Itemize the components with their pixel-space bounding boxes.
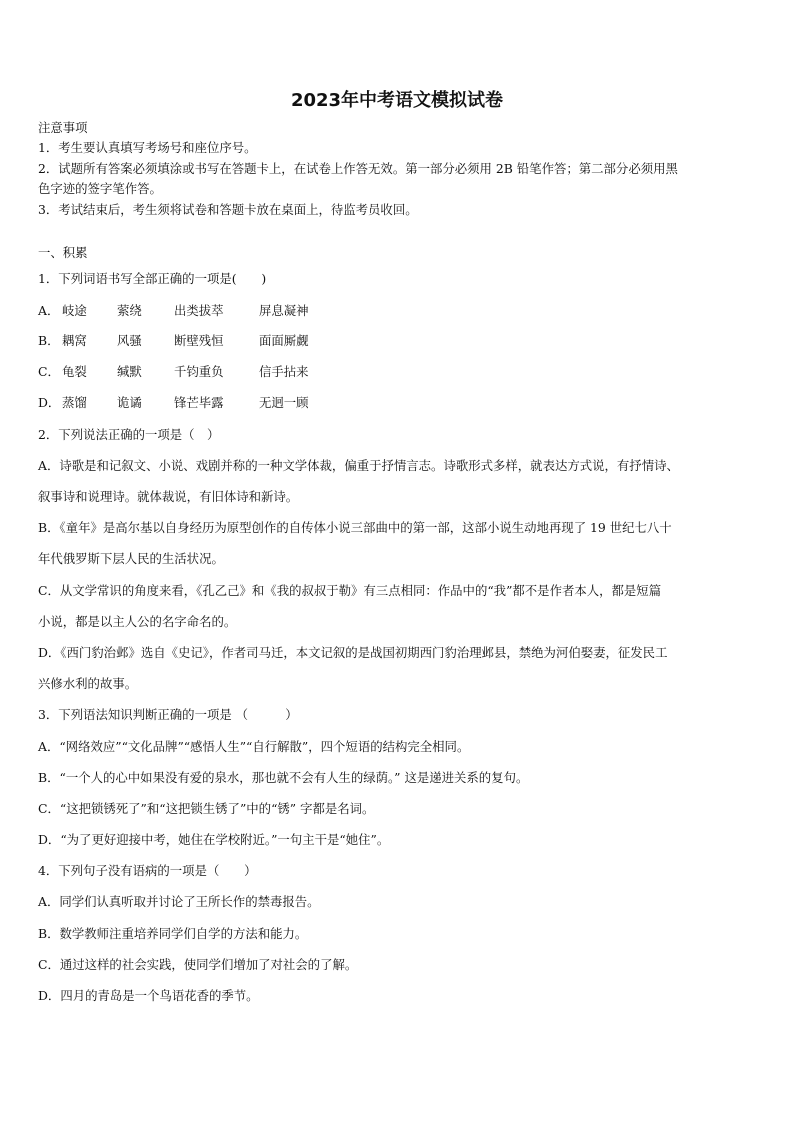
notice-heading: 注意事项 <box>38 120 88 135</box>
option-word: 锋芒毕露 <box>174 395 224 410</box>
option-word: 诡谲 <box>117 395 142 410</box>
question-2-line: 叙事诗和说理诗。就体裁说，有旧体诗和新诗。 <box>38 489 299 504</box>
question-2-stem: 2．下列说法正确的一项是（ ） <box>38 427 220 442</box>
question-2-line: C．从文学常识的角度来看，《孔乙己》和《我的叔叔于勒》有三点相同：作品中的“我”都不是作者本人，都是短篇 <box>38 583 662 598</box>
section-heading: 一、积累 <box>38 245 88 260</box>
option-label: C． <box>38 364 60 379</box>
question-3-line: C．“这把锁锈死了”和“这把锁生锈了”中的“锈” 字都是名词。 <box>38 801 375 816</box>
option-word: 面面厮觑 <box>259 333 309 348</box>
question-2-line: A．诗歌是和记叙文、小说、戏剧并称的一种文学体裁，偏重于抒情言志。诗歌形式多样，就表达方式说，有抒情诗、 <box>38 458 679 473</box>
question-2-line: 小说，都是以主人公的名字命名的。 <box>38 614 237 629</box>
question-4-stem: 4．下列句子没有语病的一项是（ ） <box>38 863 257 878</box>
question-4-line: B．数学教师注重培养同学们自学的方法和能力。 <box>38 926 308 941</box>
option-label: B． <box>38 333 60 348</box>
option-word: 无迥一顾 <box>259 395 309 410</box>
option-word: 屏息凝神 <box>259 303 309 318</box>
option-word: 出类拔萃 <box>174 303 224 318</box>
option-word: 龟裂 <box>62 364 87 379</box>
option-word: 缄默 <box>117 364 142 379</box>
notice-item: 3．考试结束后，考生须将试卷和答题卡放在桌面上，待监考员收回。 <box>38 202 418 217</box>
option-word: 蒸馏 <box>62 395 87 410</box>
notice-item: 1．考生要认真填写考场号和座位序号。 <box>38 140 257 155</box>
question-3-line: B．“一个人的心中如果没有爱的泉水，那也就不会有人生的绿荫。” 这是递进关系的复句。 <box>38 770 529 785</box>
question-4-line: C．通过这样的社会实践，使同学们增加了对社会的了解。 <box>38 957 358 972</box>
question-3-line: D．“为了更好迎接中考，她住在学校附近。”一句主干是“她住”。 <box>38 832 390 847</box>
question-1-stem: 1．下列词语书写全部正确的一项是( ) <box>38 271 267 286</box>
option-label: D． <box>38 395 61 410</box>
page-title: 2023年中考语文模拟试卷 <box>290 90 504 111</box>
question-4-line: A．同学们认真听取并讨论了王所长作的禁毒报告。 <box>38 894 320 909</box>
option-word: 耦窝 <box>62 333 87 348</box>
notice-item: 2．试题所有答案必须填涂或书写在答题卡上，在试卷上作答无效。第一部分必须用 2B 铅笔作答；第二部分必须用黑 <box>38 161 678 176</box>
question-3-line: A．“网络效应”“文化品牌”“感悟人生”“自行解散”，四个短语的结构完全相同。 <box>38 739 470 754</box>
option-word: 萦绕 <box>117 303 142 318</box>
option-word: 断壁残恒 <box>174 333 224 348</box>
question-2-line: B．《童年》是高尔基以自身经历为原型创作的自传体小说三部曲中的第一部，这部小说生动地再现了 19 世纪七八十 <box>38 520 672 535</box>
question-2-line: 兴修水利的故事。 <box>38 676 138 691</box>
option-word: 千钧重负 <box>174 364 224 379</box>
question-4-line: D．四月的青岛是一个鸟语花香的季节。 <box>38 988 259 1003</box>
option-label: A． <box>38 303 60 318</box>
option-word: 岐途 <box>62 303 87 318</box>
question-2-line: 年代俄罗斯下层人民的生活状况。 <box>38 551 224 566</box>
question-3-stem: 3．下列语法知识判断正确的一项是 （ ） <box>38 707 298 722</box>
notice-item: 色字迹的签字笔作答。 <box>38 181 162 196</box>
option-word: 风骚 <box>117 333 142 348</box>
question-2-line: D．《西门豹治邺》选自《史记》，作者司马迁，本文记叙的是战国初期西门豹治理邺县，禁绝为河伯娶妻，征发民工 <box>38 645 668 660</box>
option-word: 信手拈来 <box>259 364 309 379</box>
